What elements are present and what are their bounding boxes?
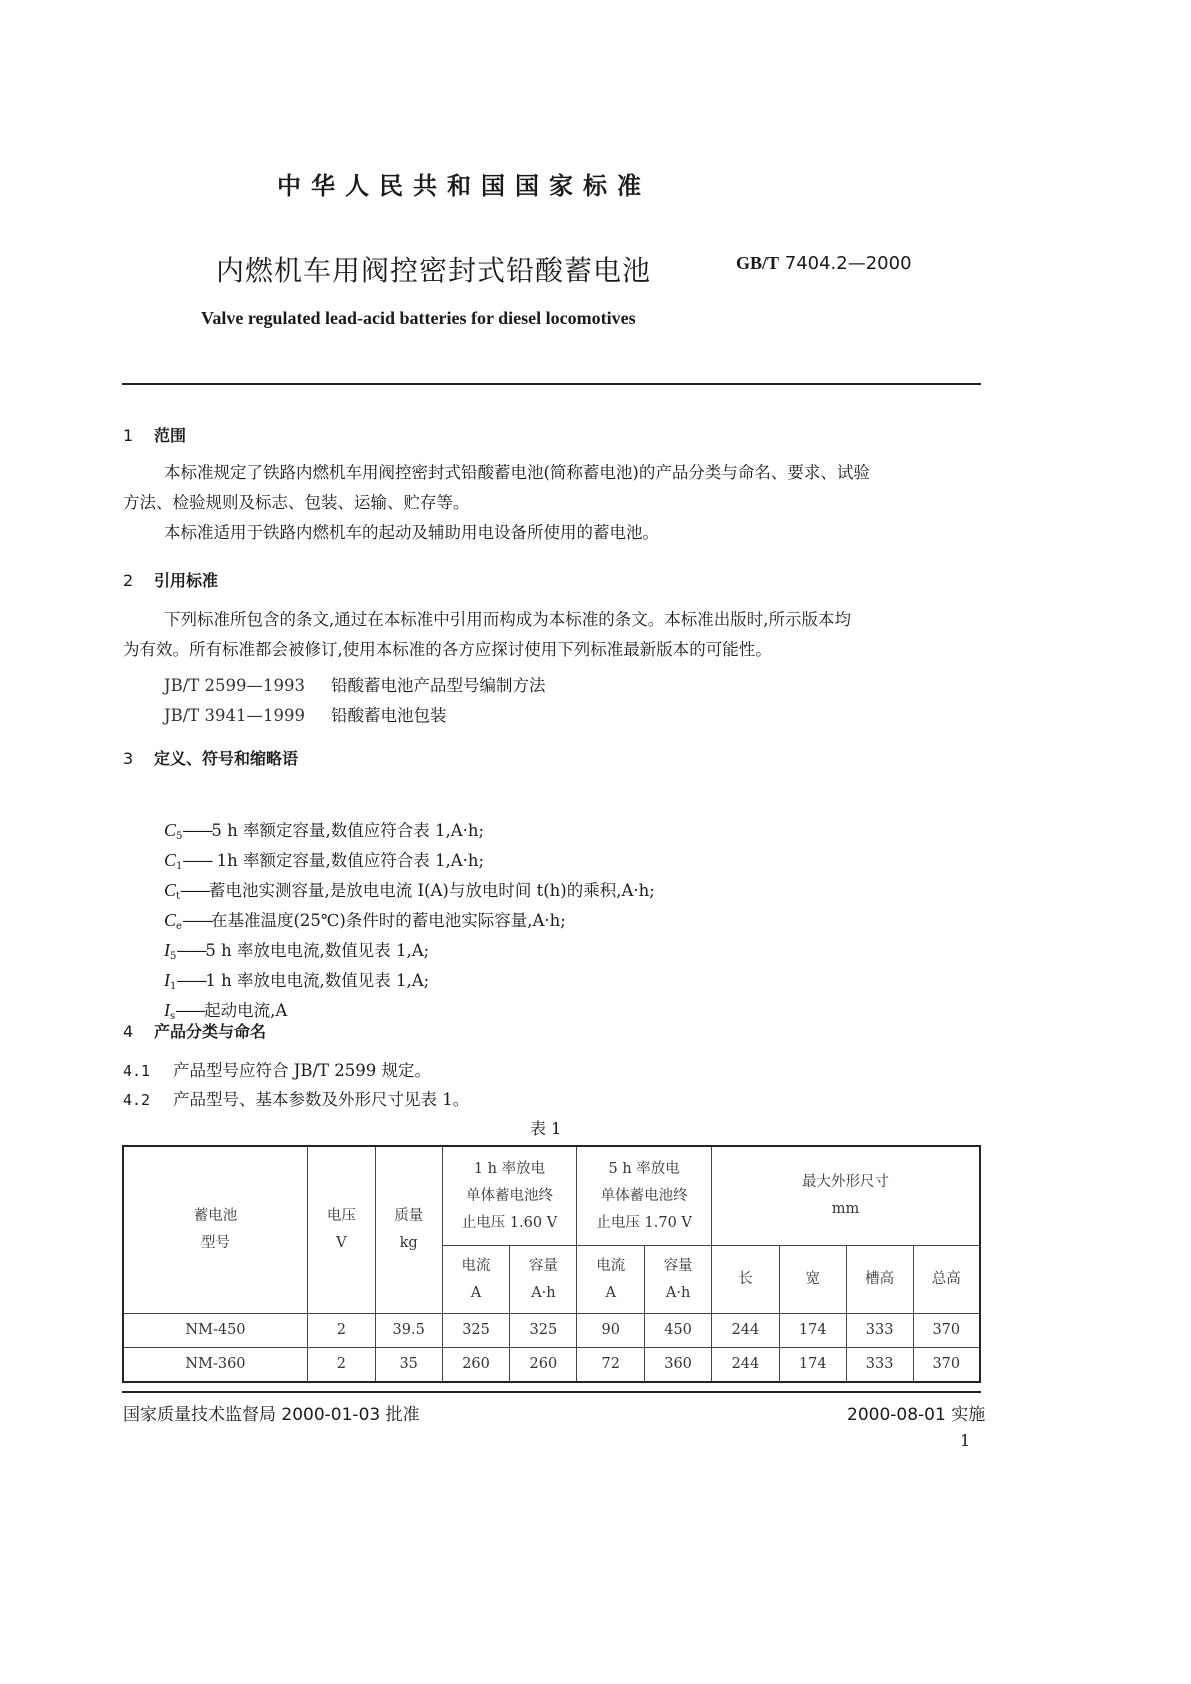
footer-divider [122,1391,981,1393]
definition-dash: —— [176,971,206,990]
definition-item [164,877,655,902]
definition-dash: —— [175,1001,205,1020]
clause-4-1 [123,1057,431,1081]
header-1h-capacity: 容量 A·h [510,1246,577,1314]
definition-text: 1h 率额定容量,数值应符合表 1,A·h; [211,851,485,870]
definition-text: 1 h 率放电电流,数值见表 1,A; [205,971,430,990]
definition-dash: —— [180,881,210,900]
cell-voltage: 2 [307,1348,375,1383]
section-heading-2 [123,568,218,591]
definition-text: 在基准温度(25℃)条件时的蓄电池实际容量,A·h; [210,911,566,930]
implementation-date: 2000-08-01 实施 [847,1405,986,1425]
section-number: 4 [123,1022,134,1041]
section-number: 1 [123,426,134,445]
symbol-subscript: 5 [176,831,183,842]
header-divider [122,383,981,385]
clause-4-2 [123,1086,469,1110]
symbol: I [164,1000,170,1020]
header-max-dimensions: 最大外形尺寸 mm [712,1146,981,1246]
cell-width: 174 [779,1314,846,1348]
paragraph: 为有效。所有标准都会被修订,使用本标准的各方应探讨使用下列标准最新版本的可能性。 [123,640,772,659]
table-row [123,1348,980,1383]
page-number: 1 [960,1431,971,1450]
definition-dash: —— [176,941,206,960]
paragraph: 方法、检验规则及标志、包装、运输、贮存等。 [123,493,470,512]
cell-model: NM-360 [123,1348,307,1383]
clause-number: 4.1 [123,1062,151,1080]
cell-width: 174 [779,1348,846,1383]
header-1h-rate: 1 h 率放电 单体蓄电池终 止电压 1.60 V [442,1146,577,1246]
header-width: 宽 [779,1246,846,1314]
cell-mass: 39.5 [375,1314,442,1348]
clause-text: 产品型号、基本参数及外形尺寸见表 1。 [173,1090,470,1109]
definition-item [164,817,484,842]
header-5h-rate: 5 h 率放电 单体蓄电池终 止电压 1.70 V [577,1146,712,1246]
reference-title: 铅酸蓄电池包装 [331,706,447,725]
cell-length: 244 [712,1314,780,1348]
paragraph: 本标准适用于铁路内燃机车的起动及辅助用电设备所使用的蓄电池。 [164,523,659,542]
reference-code: JB/T 3941—1999 [164,706,306,725]
section-heading-3 [123,746,298,769]
header-5h-capacity: 容量 A·h [645,1246,712,1314]
symbol-subscript: t [176,891,181,902]
cell-case-height: 333 [846,1348,913,1383]
symbol-subscript: e [176,921,182,932]
cell-5h-current: 90 [577,1314,645,1348]
national-standard-title: 中华人民共和国国家标准 [277,172,651,200]
header-length: 长 [712,1246,780,1314]
cell-1h-capacity: 325 [510,1314,577,1348]
definition-dash: —— [182,851,212,870]
reference-item [164,672,546,696]
standard-code: 7404.2—2000 [784,253,912,274]
reference-title: 铅酸蓄电池产品型号编制方法 [331,676,546,695]
reference-item [164,702,447,726]
symbol-subscript: 1 [170,981,177,992]
standard-number [736,253,912,274]
header-5h-current: 电流 A [577,1246,645,1314]
symbol: I [164,970,170,990]
symbol: C [164,880,177,900]
definition-text: 5 h 率额定容量,数值应符合表 1,A·h; [211,821,485,840]
cell-1h-current: 260 [442,1348,510,1383]
symbol: C [164,820,177,840]
section-title: 引用标准 [154,571,219,590]
header-voltage: 电压 V [307,1146,375,1314]
symbol: I [164,940,170,960]
symbol-subscript: 5 [170,951,177,962]
cell-length: 244 [712,1348,780,1383]
paragraph: 本标准规定了铁路内燃机车用阀控密封式铅酸蓄电池(简称蓄电池)的产品分类与命名、要求、试验 [164,463,870,482]
paragraph: 下列标准所包含的条文,通过在本标准中引用而构成为本标准的条文。本标准出版时,所示版本均 [164,610,851,629]
header-case-height: 槽高 [846,1246,913,1314]
standard-prefix: GB/T [736,253,780,273]
section-heading-4 [123,1019,266,1042]
reference-code: JB/T 2599—1993 [164,676,306,695]
header-model: 蓄电池 型号 [123,1146,307,1314]
definition-text: 5 h 率放电电流,数值见表 1,A; [205,941,430,960]
section-heading-1 [123,423,186,446]
cell-total-height: 370 [913,1314,980,1348]
definition-item [164,847,484,872]
cell-mass: 35 [375,1348,442,1383]
section-number: 3 [123,749,134,768]
table-caption: 表 1 [530,1119,562,1138]
definition-item [164,937,429,962]
clause-number: 4.2 [123,1091,151,1109]
cell-model: NM-450 [123,1314,307,1348]
cell-case-height: 333 [846,1314,913,1348]
header-1h-current: 电流 A [442,1246,510,1314]
definition-dash: —— [181,911,211,930]
cell-total-height: 370 [913,1348,980,1383]
symbol: C [164,850,177,870]
section-title: 定义、符号和缩略语 [154,749,299,768]
cell-voltage: 2 [307,1314,375,1348]
cell-5h-capacity: 450 [645,1314,712,1348]
symbol-subscript: s [170,1011,176,1022]
header-total-height: 总高 [913,1246,980,1314]
symbol: C [164,910,177,930]
cell-1h-capacity: 260 [510,1348,577,1383]
section-title: 产品分类与命名 [154,1022,267,1041]
definition-dash: —— [182,821,212,840]
header-mass: 质量 kg [375,1146,442,1314]
cell-1h-current: 325 [442,1314,510,1348]
table-row [123,1314,980,1348]
english-subtitle: Valve regulated lead-acid batteries for diesel locomotives [201,308,636,328]
cell-5h-capacity: 360 [645,1348,712,1383]
battery-spec-table [122,1145,981,1383]
definition-text: 蓄电池实测容量,是放电电流 I(A)与放电时间 t(h)的乘积,A·h; [209,881,655,900]
section-number: 2 [123,571,134,590]
section-title: 范围 [154,426,187,445]
approval-statement: 国家质量技术监督局 2000-01-03 批准 [123,1405,420,1425]
symbol-subscript: 1 [176,861,183,872]
definition-item [164,967,429,992]
cell-5h-current: 72 [577,1348,645,1383]
definition-item [164,907,566,932]
clause-text: 产品型号应符合 JB/T 2599 规定。 [173,1061,432,1080]
definition-text: 起动电流,A [204,1001,288,1020]
document-title: 内燃机车用阀控密封式铅酸蓄电池 [216,254,652,287]
